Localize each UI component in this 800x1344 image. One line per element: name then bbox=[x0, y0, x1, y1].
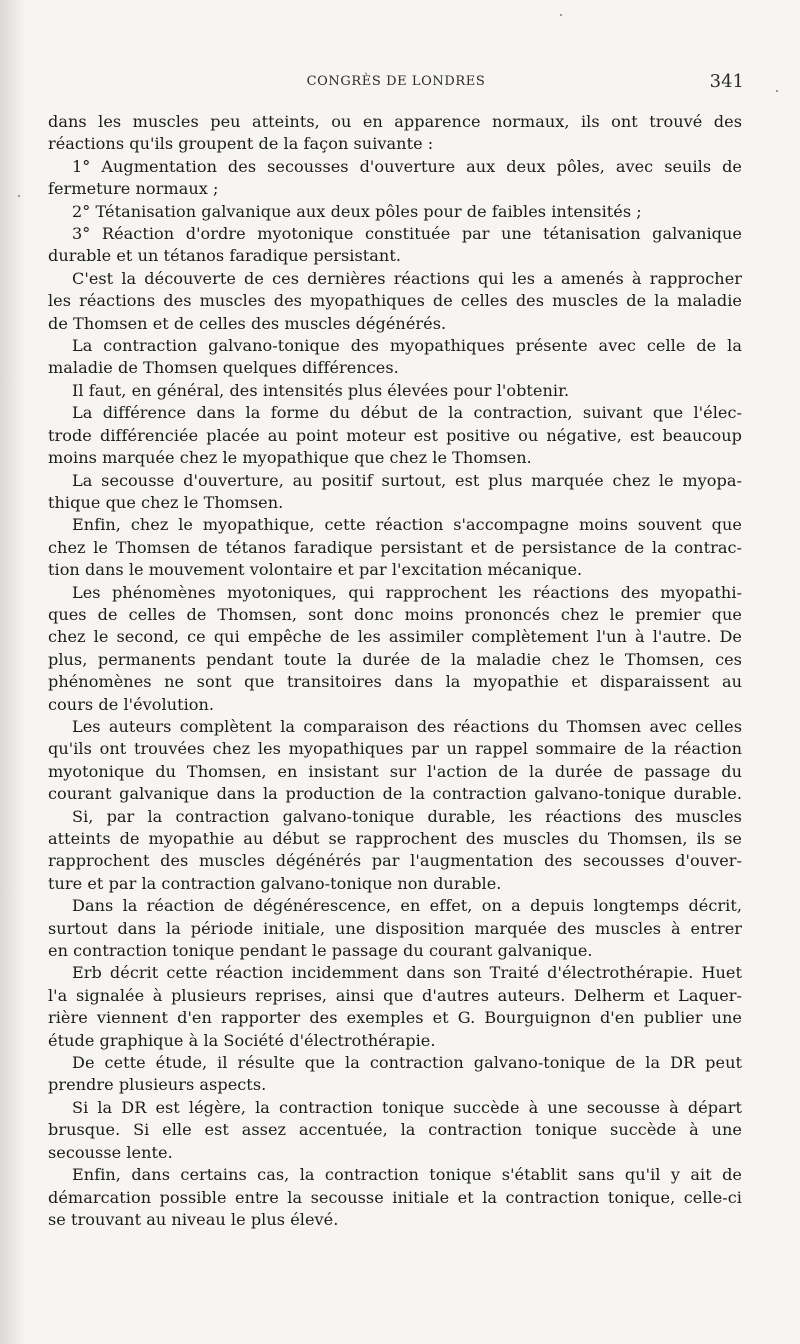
text-line: La contraction galvano-tonique des myopathiques présente avec celle de la bbox=[72, 336, 742, 356]
text-line: thique que chez le Thomsen. bbox=[48, 492, 284, 512]
text-line: 1° Augmentation des secousses d'ouverture aux deux pôles, avec seuils de bbox=[72, 156, 742, 176]
text-line: Dans la réaction de dégénérescence, en effet, on a depuis longtemps décrit, bbox=[72, 896, 742, 916]
text-line: trode différenciée placée au point moteur est positive ou négative, est beaucoup bbox=[48, 425, 742, 445]
text-line: atteints de myopathie au début se rapprochent des muscles du Thomsen, ils se bbox=[48, 829, 742, 848]
text-line: secousse lente. bbox=[48, 1142, 173, 1162]
text-line: maladie de Thomsen quelques différences. bbox=[48, 358, 399, 378]
text-line: rapprochent des muscles dégénérés par l'augmentation des secousses d'ouver- bbox=[48, 851, 742, 871]
text-line: La secousse d'ouverture, au positif surtout, est plus marquée chez le myopa- bbox=[72, 470, 742, 490]
text-line: chez le second, ce qui empêche de les assimiler complètement l'un à l'autre. De bbox=[48, 627, 742, 647]
page-edge-shadow bbox=[0, 0, 26, 1344]
page-number: 341 bbox=[709, 71, 744, 92]
print-speck bbox=[18, 195, 20, 197]
text-line: étude graphique à la Société d'électrothérapie. bbox=[48, 1030, 436, 1050]
text-line: surtout dans la période initiale, une disposition marquée des muscles à entrer bbox=[48, 918, 742, 938]
text-line: ture et par la contraction galvano-tonique non durable. bbox=[48, 873, 502, 893]
text-line: rière viennent d'en rapporter des exemples et G. Bourguignon d'en publier une bbox=[48, 1008, 742, 1028]
text-line: se trouvant au niveau le plus élevé. bbox=[48, 1209, 339, 1229]
text-line: brusque. Si elle est assez accentuée, la contraction tonique succède à une bbox=[48, 1120, 742, 1140]
text-line: prendre plusieurs aspects. bbox=[48, 1075, 267, 1095]
text-line: de Thomsen et de celles des muscles dégénérés. bbox=[48, 313, 447, 333]
text-line: qu'ils ont trouvées chez les myopathiques par un rappel sommaire de la réaction bbox=[48, 739, 742, 759]
text-line: chez le Thomsen de tétanos faradique persistant et de persistance de la contrac- bbox=[48, 537, 742, 557]
text-line: De cette étude, il résulte que la contraction galvano-tonique de la DR peut bbox=[72, 1053, 742, 1073]
text-line: Il faut, en général, des intensités plus élevées pour l'obtenir. bbox=[72, 380, 570, 400]
text-line: en contraction tonique pendant le passage du courant galvanique. bbox=[48, 941, 593, 961]
text-line: fermeture normaux ; bbox=[48, 179, 219, 199]
text-line: Les phénomènes myotoniques, qui rapprochent les réactions des myopathi- bbox=[72, 582, 742, 602]
text-line: 3° Réaction d'ordre myotonique constituée par une tétanisation galvanique bbox=[72, 224, 742, 244]
text-line: réactions qu'ils groupent de la façon suivante : bbox=[48, 134, 434, 154]
running-title: CONGRÈS DE LONDRES bbox=[306, 74, 486, 89]
text-line: les réactions des muscles des myopathiques de celles des muscles de la maladie bbox=[48, 291, 742, 311]
text-line: dans les muscles peu atteints, ou en apparence normaux, ils ont trouvé des bbox=[48, 112, 742, 131]
text-line: l'a signalée à plusieurs reprises, ainsi que d'autres auteurs. Delherm et Laquer- bbox=[48, 985, 742, 1005]
text-line: plus, permanents pendant toute la durée de la maladie chez le Thomsen, ces bbox=[48, 649, 742, 669]
text-line: Enfin, chez le myopathique, cette réaction s'accompagne moins souvent que bbox=[72, 515, 742, 535]
text-line: démarcation possible entre la secousse initiale et la contraction tonique, celle-ci bbox=[48, 1187, 742, 1207]
body-text bbox=[48, 111, 742, 1231]
print-speck bbox=[560, 14, 562, 16]
text-line: courant galvanique dans la production de la contraction galvano-tonique durable. bbox=[48, 784, 742, 804]
text-line: Erb décrit cette réaction incidemment dans son Traité d'électrothérapie. Huet bbox=[72, 963, 742, 983]
text-line: Si, par la contraction galvano-tonique durable, les réactions des muscles bbox=[72, 806, 742, 826]
text-line: C'est la découverte de ces dernières réactions qui les a amenés à rapprocher bbox=[72, 268, 742, 288]
text-line: cours de l'évolution. bbox=[48, 694, 215, 714]
text-line: durable et un tétanos faradique persistant. bbox=[48, 246, 401, 266]
text-line: Si la DR est légère, la contraction tonique succède à une secousse à départ bbox=[72, 1097, 742, 1117]
text-line: tion dans le mouvement volontaire et par l'excitation mécanique. bbox=[48, 560, 583, 580]
text-line: Les auteurs complètent la comparaison des réactions du Thomsen avec celles bbox=[72, 716, 742, 736]
text-line: La différence dans la forme du début de la contraction, suivant que l'élec- bbox=[72, 403, 742, 423]
print-speck bbox=[776, 90, 778, 92]
text-line: ques de celles de Thomsen, sont donc moins prononcés chez le premier que bbox=[48, 604, 742, 624]
text-line: Enfin, dans certains cas, la contraction tonique s'établit sans qu'il y ait de bbox=[72, 1165, 742, 1185]
text-line: myotonique du Thomsen, en insistant sur l'action de la durée de passage du bbox=[48, 761, 742, 781]
running-header bbox=[48, 71, 744, 96]
text-line: 2° Tétanisation galvanique aux deux pôles pour de faibles intensités ; bbox=[72, 201, 642, 221]
text-line: phénomènes ne sont que transitoires dans la myopathie et disparaissent au bbox=[48, 672, 742, 692]
text-line: moins marquée chez le myopathique que chez le Thomsen. bbox=[48, 448, 532, 468]
